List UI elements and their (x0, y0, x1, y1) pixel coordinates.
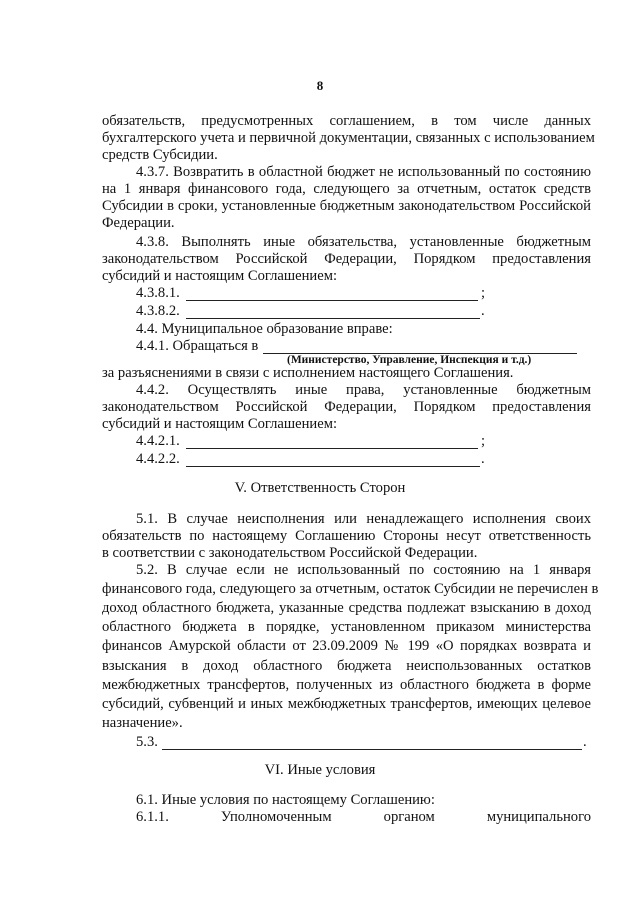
paragraph-line: назначение». (102, 715, 183, 731)
item-53-label: 5.3. (136, 734, 158, 750)
paragraph-line: в соответствии с законодательством Российской Федерации. (102, 545, 478, 561)
period: . (481, 451, 485, 467)
paragraph-line: за разъяснениями в связи с исполнением настоящего Соглашения. (102, 365, 514, 381)
paragraph-line: субсидий, субвенций и иных межбюджетных трансфертов, имеющих целевое (102, 696, 591, 712)
blank-line (186, 300, 478, 301)
paragraph-line: финансов Амурской области от 23.09.2009 № 199 «О порядках возврата и (102, 638, 591, 654)
paragraph-line: 6.1. Иные условия по настоящему Соглашению: (136, 792, 435, 808)
paragraph-line: взыскания в доход областного бюджета неиспользованных остатков (102, 658, 591, 674)
paragraph-line: субсидий и настоящим Соглашением: (102, 268, 338, 284)
blank-line (186, 448, 478, 449)
paragraph-line: областного бюджета в порядке, установленном приказом министерства (102, 619, 591, 635)
blank-line (162, 749, 582, 750)
section-title: V. Ответственность Сторон (234, 480, 406, 496)
paragraph-line: на 1 января финансового года, следующего за отчетным, остаток средств (102, 181, 591, 197)
blank-line (186, 318, 480, 319)
paragraph-line: межбюджетных трансфертов, полученных из областного бюджета в форме (102, 677, 591, 693)
period: . (583, 734, 587, 750)
page-number: 8 (316, 78, 324, 93)
semicolon: ; (481, 433, 486, 449)
blank-line (186, 466, 480, 467)
field-hint: (Министерство, Управление, Инспекция и т.д.) (287, 354, 532, 366)
item-4381-label: 4.3.8.1. (136, 285, 180, 301)
paragraph-line: 4.4.2. Осуществлять иные права, установленные бюджетным (136, 382, 591, 398)
paragraph-line: обязательств, предусмотренных соглашением, в том числе данных (102, 113, 591, 129)
paragraph-line: 4.3.7. Возвратить в областной бюджет не использованный по состоянию (136, 164, 591, 180)
paragraph-line: средств Субсидии. (102, 147, 218, 163)
paragraph-line: 6.1.1. Уполномоченным органом муниципального (136, 809, 591, 825)
paragraph-line: Субсидии в сроки, установленные бюджетным законодательством Российской (102, 198, 591, 214)
paragraph-line: обязательств по настоящему Соглашению Стороны несут ответственность (102, 528, 591, 544)
paragraph-line: 4.3.8. Выполнять иные обязательства, установленные бюджетным (136, 234, 591, 250)
paragraph-line: 5.1. В случае неисполнения или ненадлежащего исполнения своих (136, 511, 591, 527)
paragraph-line: финансового года, следующего за отчетным, остаток Субсидии не перечислен в (102, 581, 599, 597)
paragraph-line: Федерации. (102, 215, 175, 231)
paragraph-line: 5.2. В случае если не использованный по состоянию на 1 января (136, 562, 591, 578)
paragraph-line: законодательством Российской Федерации, Порядком предоставления (102, 251, 591, 267)
item-4421-label: 4.4.2.1. (136, 433, 180, 449)
paragraph-line: законодательством Российской Федерации, Порядком предоставления (102, 399, 591, 415)
semicolon: ; (481, 285, 486, 301)
paragraph-line: бухгалтерского учета и первичной документации, связанных с использованием (102, 130, 595, 146)
paragraph-line: 4.4. Муниципальное образование вправе: (136, 321, 393, 337)
period: . (481, 303, 485, 319)
paragraph-line: 4.4.1. Обращаться в (136, 338, 259, 354)
paragraph-line: субсидий и настоящим Соглашением: (102, 416, 338, 432)
item-4422-label: 4.4.2.2. (136, 451, 180, 467)
paragraph-line: доход областного бюджета, указанные средства подлежат взысканию в доход (102, 600, 591, 616)
item-4382-label: 4.3.8.2. (136, 303, 180, 319)
section-title: VI. Иные условия (264, 762, 376, 778)
